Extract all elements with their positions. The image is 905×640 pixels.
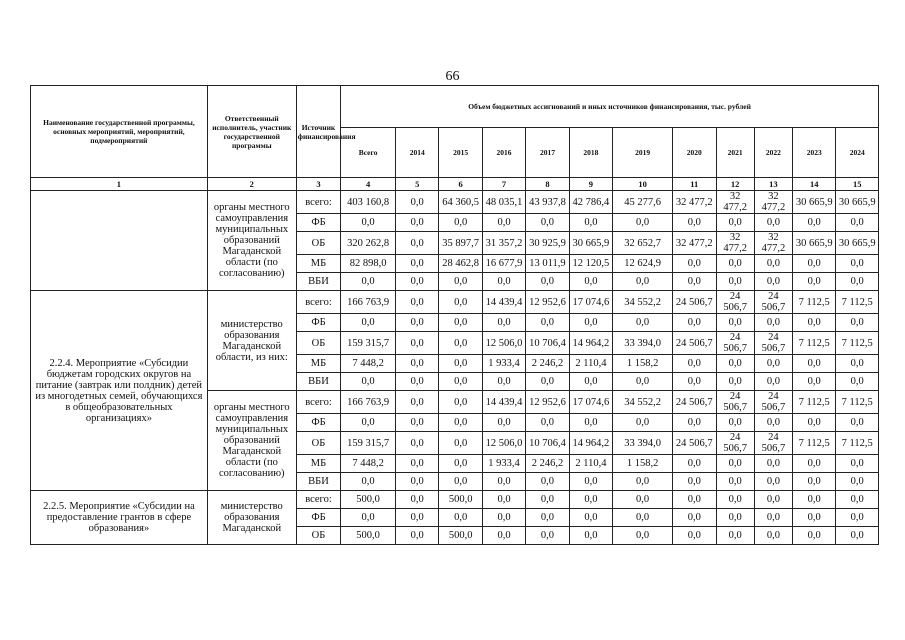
year-cell: 32 477,2 [673, 191, 716, 214]
year-cell: 12 506,0 [482, 332, 525, 355]
year-cell: 0,0 [482, 314, 525, 332]
year-cell: 32 477,2 [754, 191, 792, 214]
column-number: 13 [754, 178, 792, 191]
year-cell: 24 506,7 [673, 391, 716, 414]
year-cell: 0,0 [396, 391, 439, 414]
funding-source: ОБ [296, 432, 340, 455]
year-cell: 64 360,5 [439, 191, 482, 214]
year-cell: 0,0 [396, 214, 439, 232]
year-cell: 0,0 [793, 355, 836, 373]
total-cell: 0,0 [341, 414, 396, 432]
total-cell: 82 898,0 [341, 255, 396, 273]
column-number: 3 [296, 178, 340, 191]
year-cell: 0,0 [439, 473, 482, 491]
year-cell: 14 439,4 [482, 391, 525, 414]
year-cell: 48 035,1 [482, 191, 525, 214]
year-cell: 500,0 [439, 527, 482, 545]
year-cell: 0,0 [754, 491, 792, 509]
header-program: Наименование государственной программы, основных мероприятий, мероприятий, подмероприятий [31, 86, 208, 178]
year-cell: 0,0 [836, 527, 879, 545]
year-cell: 0,0 [793, 491, 836, 509]
year-cell: 32 477,2 [716, 191, 754, 214]
year-cell: 0,0 [439, 391, 482, 414]
year-cell: 0,0 [396, 232, 439, 255]
year-cell: 30 665,9 [793, 232, 836, 255]
year-cell: 0,0 [836, 455, 879, 473]
year-cell: 2 246,2 [526, 355, 569, 373]
column-number: 2 [207, 178, 296, 191]
year-cell: 30 665,9 [836, 232, 879, 255]
year-cell: 0,0 [754, 414, 792, 432]
measure-name: 2.2.5. Мероприятие «Субсидии на предоставление грантов в сфере образования» [31, 491, 208, 545]
year-cell: 0,0 [673, 373, 716, 391]
year-cell: 0,0 [716, 214, 754, 232]
year-cell: 0,0 [793, 473, 836, 491]
header-year: 2014 [396, 128, 439, 178]
total-cell: 0,0 [341, 373, 396, 391]
header-year: 2022 [754, 128, 792, 178]
year-cell: 0,0 [613, 491, 673, 509]
year-cell: 0,0 [439, 273, 482, 291]
total-cell: 320 262,8 [341, 232, 396, 255]
column-numbers-row [31, 178, 879, 191]
table-body [31, 191, 879, 545]
column-number: 11 [673, 178, 716, 191]
year-cell: 0,0 [439, 214, 482, 232]
year-cell: 0,0 [793, 414, 836, 432]
funding-source: ВБИ [296, 473, 340, 491]
year-cell: 0,0 [569, 473, 612, 491]
year-cell: 42 786,4 [569, 191, 612, 214]
header-year: 2024 [836, 128, 879, 178]
table-row [31, 191, 879, 214]
total-cell: 500,0 [341, 527, 396, 545]
year-cell: 0,0 [526, 473, 569, 491]
year-cell: 0,0 [569, 491, 612, 509]
funding-source: всего: [296, 391, 340, 414]
funding-source: ФБ [296, 314, 340, 332]
year-cell: 0,0 [673, 491, 716, 509]
year-cell: 14 964,2 [569, 332, 612, 355]
year-cell: 24 506,7 [716, 291, 754, 314]
year-cell: 0,0 [396, 432, 439, 455]
funding-source: МБ [296, 255, 340, 273]
year-cell: 0,0 [716, 527, 754, 545]
year-cell: 10 706,4 [526, 432, 569, 455]
year-cell: 0,0 [716, 473, 754, 491]
funding-source: ОБ [296, 332, 340, 355]
year-cell: 0,0 [482, 414, 525, 432]
year-cell: 0,0 [396, 191, 439, 214]
year-cell: 14 439,4 [482, 291, 525, 314]
year-cell: 12 120,5 [569, 255, 612, 273]
year-cell: 0,0 [396, 491, 439, 509]
year-cell: 1 933,4 [482, 355, 525, 373]
year-cell: 13 011,9 [526, 255, 569, 273]
total-cell: 166 763,9 [341, 291, 396, 314]
year-cell: 0,0 [396, 291, 439, 314]
year-cell: 17 074,6 [569, 291, 612, 314]
year-cell: 0,0 [793, 509, 836, 527]
year-cell: 24 506,7 [716, 432, 754, 455]
year-cell: 32 477,2 [716, 232, 754, 255]
year-cell: 0,0 [526, 314, 569, 332]
year-cell: 0,0 [673, 473, 716, 491]
year-cell: 0,0 [439, 332, 482, 355]
year-cell: 0,0 [836, 314, 879, 332]
funding-source: ФБ [296, 509, 340, 527]
header-year: 2017 [526, 128, 569, 178]
column-number: 6 [439, 178, 482, 191]
column-number: 10 [613, 178, 673, 191]
year-cell: 0,0 [569, 509, 612, 527]
year-cell: 10 706,4 [526, 332, 569, 355]
measure-name: 2.2.4. Мероприятие «Субсидии бюджетам городских округов на питание (завтрак или полдник) детей из многодетных семей, обучающихся в общеобразовательных организациях» [31, 291, 208, 491]
year-cell: 32 477,2 [673, 232, 716, 255]
year-cell: 30 665,9 [793, 191, 836, 214]
header-total: Всего [341, 128, 396, 178]
column-number: 7 [482, 178, 525, 191]
year-cell: 0,0 [439, 455, 482, 473]
year-cell: 0,0 [569, 314, 612, 332]
measure-name [31, 191, 208, 291]
year-cell: 500,0 [439, 491, 482, 509]
year-cell: 0,0 [526, 273, 569, 291]
year-cell: 0,0 [439, 291, 482, 314]
year-cell: 0,0 [793, 527, 836, 545]
year-cell: 0,0 [716, 373, 754, 391]
year-cell: 31 357,2 [482, 232, 525, 255]
year-cell: 0,0 [673, 527, 716, 545]
column-number: 4 [341, 178, 396, 191]
year-cell: 0,0 [526, 214, 569, 232]
year-cell: 0,0 [439, 432, 482, 455]
header-year: 2023 [793, 128, 836, 178]
year-cell: 12 952,6 [526, 291, 569, 314]
total-cell: 403 160,8 [341, 191, 396, 214]
year-cell: 0,0 [526, 414, 569, 432]
year-cell: 24 506,7 [754, 332, 792, 355]
year-cell: 0,0 [793, 373, 836, 391]
year-cell: 12 506,0 [482, 432, 525, 455]
year-cell: 0,0 [754, 527, 792, 545]
header-source: Источник финансирования [296, 86, 340, 178]
header-year: 2020 [673, 128, 716, 178]
year-cell: 0,0 [526, 373, 569, 391]
column-number: 5 [396, 178, 439, 191]
funding-source: МБ [296, 355, 340, 373]
year-cell: 0,0 [569, 527, 612, 545]
year-cell: 0,0 [754, 509, 792, 527]
year-cell: 0,0 [716, 255, 754, 273]
year-cell: 24 506,7 [716, 332, 754, 355]
year-cell: 1 158,2 [613, 455, 673, 473]
budget-table [30, 85, 879, 545]
year-cell: 0,0 [793, 273, 836, 291]
funding-source: ВБИ [296, 273, 340, 291]
year-cell: 7 112,5 [793, 432, 836, 455]
year-cell: 0,0 [482, 527, 525, 545]
year-cell: 0,0 [569, 373, 612, 391]
year-cell: 32 652,7 [613, 232, 673, 255]
year-cell: 0,0 [754, 473, 792, 491]
year-cell: 0,0 [673, 455, 716, 473]
year-cell: 45 277,6 [613, 191, 673, 214]
header-executor: Ответственный исполнитель, участник государственной программы [207, 86, 296, 178]
funding-source: ОБ [296, 527, 340, 545]
year-cell: 0,0 [482, 491, 525, 509]
year-cell: 0,0 [754, 273, 792, 291]
year-cell: 24 506,7 [673, 432, 716, 455]
year-cell: 16 677,9 [482, 255, 525, 273]
year-cell: 7 112,5 [793, 291, 836, 314]
year-cell: 0,0 [673, 255, 716, 273]
executor-cell: министерство образования Магаданской [207, 491, 296, 545]
year-cell: 0,0 [482, 214, 525, 232]
table-row [31, 291, 879, 314]
year-cell: 24 506,7 [673, 291, 716, 314]
table-row [31, 491, 879, 509]
year-cell: 0,0 [836, 255, 879, 273]
funding-source: ФБ [296, 214, 340, 232]
funding-source: всего: [296, 491, 340, 509]
year-cell: 0,0 [396, 314, 439, 332]
funding-source: ФБ [296, 414, 340, 432]
total-cell: 166 763,9 [341, 391, 396, 414]
year-cell: 0,0 [836, 509, 879, 527]
total-cell: 0,0 [341, 509, 396, 527]
header-year: 2015 [439, 128, 482, 178]
year-cell: 0,0 [836, 214, 879, 232]
year-cell: 0,0 [673, 355, 716, 373]
year-cell: 0,0 [754, 214, 792, 232]
year-cell: 0,0 [716, 355, 754, 373]
year-cell: 0,0 [396, 273, 439, 291]
year-cell: 0,0 [613, 509, 673, 527]
column-number: 9 [569, 178, 612, 191]
total-cell: 0,0 [341, 314, 396, 332]
year-cell: 0,0 [439, 373, 482, 391]
year-cell: 0,0 [673, 314, 716, 332]
executor-cell: органы местного самоуправления муниципальных образований Магаданской области (по согласованию) [207, 391, 296, 491]
funding-source: всего: [296, 291, 340, 314]
year-cell: 7 112,5 [836, 332, 879, 355]
year-cell: 0,0 [793, 214, 836, 232]
year-cell: 17 074,6 [569, 391, 612, 414]
year-cell: 0,0 [836, 491, 879, 509]
funding-source: всего: [296, 191, 340, 214]
year-cell: 7 112,5 [793, 332, 836, 355]
year-cell: 0,0 [482, 273, 525, 291]
executor-cell: министерство образования Магаданской области, из них: [207, 291, 296, 391]
year-cell: 0,0 [754, 373, 792, 391]
total-cell: 0,0 [341, 273, 396, 291]
year-cell: 0,0 [439, 509, 482, 527]
year-cell: 34 552,2 [613, 391, 673, 414]
year-cell: 14 964,2 [569, 432, 612, 455]
year-cell: 0,0 [613, 473, 673, 491]
year-cell: 0,0 [673, 414, 716, 432]
year-cell: 0,0 [793, 314, 836, 332]
year-cell: 0,0 [569, 273, 612, 291]
year-cell: 0,0 [396, 527, 439, 545]
year-cell: 0,0 [439, 414, 482, 432]
year-cell: 7 112,5 [793, 391, 836, 414]
funding-source: ВБИ [296, 373, 340, 391]
year-cell: 0,0 [396, 414, 439, 432]
year-cell: 0,0 [754, 314, 792, 332]
total-cell: 0,0 [341, 473, 396, 491]
year-cell: 30 925,9 [526, 232, 569, 255]
year-cell: 0,0 [673, 273, 716, 291]
year-cell: 0,0 [613, 373, 673, 391]
total-cell: 500,0 [341, 491, 396, 509]
header-year: 2021 [716, 128, 754, 178]
year-cell: 0,0 [569, 414, 612, 432]
column-number: 8 [526, 178, 569, 191]
year-cell: 0,0 [526, 509, 569, 527]
year-cell: 0,0 [613, 214, 673, 232]
year-cell: 0,0 [836, 273, 879, 291]
year-cell: 0,0 [716, 273, 754, 291]
year-cell: 35 897,7 [439, 232, 482, 255]
year-cell: 12 952,6 [526, 391, 569, 414]
year-cell: 43 937,8 [526, 191, 569, 214]
year-cell: 7 112,5 [836, 391, 879, 414]
year-cell: 0,0 [396, 255, 439, 273]
year-cell: 0,0 [482, 509, 525, 527]
year-cell: 0,0 [716, 491, 754, 509]
year-cell: 0,0 [439, 355, 482, 373]
year-cell: 0,0 [673, 214, 716, 232]
year-cell: 0,0 [526, 527, 569, 545]
year-cell: 0,0 [836, 473, 879, 491]
funding-source: МБ [296, 455, 340, 473]
page-number: 66 [445, 69, 460, 84]
year-cell: 7 112,5 [836, 432, 879, 455]
year-cell: 0,0 [754, 255, 792, 273]
year-cell: 33 394,0 [613, 432, 673, 455]
year-cell: 30 665,9 [569, 232, 612, 255]
year-cell: 0,0 [754, 355, 792, 373]
year-cell: 0,0 [836, 373, 879, 391]
year-cell: 0,0 [836, 414, 879, 432]
year-cell: 0,0 [613, 527, 673, 545]
year-cell: 0,0 [439, 314, 482, 332]
year-cell: 0,0 [613, 414, 673, 432]
header-volume: Объем бюджетных ассигнований и иных источников финансирования, тыс. рублей [341, 86, 879, 128]
year-cell: 0,0 [396, 332, 439, 355]
year-cell: 1 158,2 [613, 355, 673, 373]
year-cell: 0,0 [613, 314, 673, 332]
year-cell: 0,0 [613, 273, 673, 291]
total-cell: 159 315,7 [341, 332, 396, 355]
year-cell: 32 477,2 [754, 232, 792, 255]
year-cell: 30 665,9 [836, 191, 879, 214]
year-cell: 7 112,5 [836, 291, 879, 314]
year-cell: 0,0 [396, 473, 439, 491]
year-cell: 0,0 [482, 373, 525, 391]
total-cell: 7 448,2 [341, 355, 396, 373]
year-cell: 0,0 [754, 455, 792, 473]
funding-source: ОБ [296, 232, 340, 255]
year-cell: 2 110,4 [569, 455, 612, 473]
year-cell: 0,0 [793, 455, 836, 473]
header-year: 2016 [482, 128, 525, 178]
column-number: 15 [836, 178, 879, 191]
total-cell: 7 448,2 [341, 455, 396, 473]
year-cell: 2 110,4 [569, 355, 612, 373]
year-cell: 1 933,4 [482, 455, 525, 473]
year-cell: 0,0 [569, 214, 612, 232]
year-cell: 0,0 [836, 355, 879, 373]
year-cell: 0,0 [396, 455, 439, 473]
year-cell: 24 506,7 [754, 391, 792, 414]
total-cell: 159 315,7 [341, 432, 396, 455]
year-cell: 0,0 [396, 373, 439, 391]
header-year: 2019 [613, 128, 673, 178]
year-cell: 0,0 [396, 355, 439, 373]
column-number: 12 [716, 178, 754, 191]
year-cell: 28 462,8 [439, 255, 482, 273]
year-cell: 0,0 [673, 509, 716, 527]
year-cell: 24 506,7 [673, 332, 716, 355]
year-cell: 0,0 [396, 509, 439, 527]
year-cell: 0,0 [716, 455, 754, 473]
executor-cell: органы местного самоуправления муниципальных образований Магаданской области (по согласованию) [207, 191, 296, 291]
year-cell: 0,0 [716, 414, 754, 432]
year-cell: 0,0 [793, 255, 836, 273]
year-cell: 0,0 [482, 473, 525, 491]
year-cell: 24 506,7 [754, 432, 792, 455]
year-cell: 0,0 [716, 314, 754, 332]
year-cell: 33 394,0 [613, 332, 673, 355]
year-cell: 0,0 [716, 509, 754, 527]
year-cell: 2 246,2 [526, 455, 569, 473]
year-cell: 24 506,7 [754, 291, 792, 314]
year-cell: 24 506,7 [716, 391, 754, 414]
column-number: 1 [31, 178, 208, 191]
year-cell: 12 624,9 [613, 255, 673, 273]
year-cell: 0,0 [526, 491, 569, 509]
column-number: 14 [793, 178, 836, 191]
year-cell: 34 552,2 [613, 291, 673, 314]
header-year: 2018 [569, 128, 612, 178]
total-cell: 0,0 [341, 214, 396, 232]
